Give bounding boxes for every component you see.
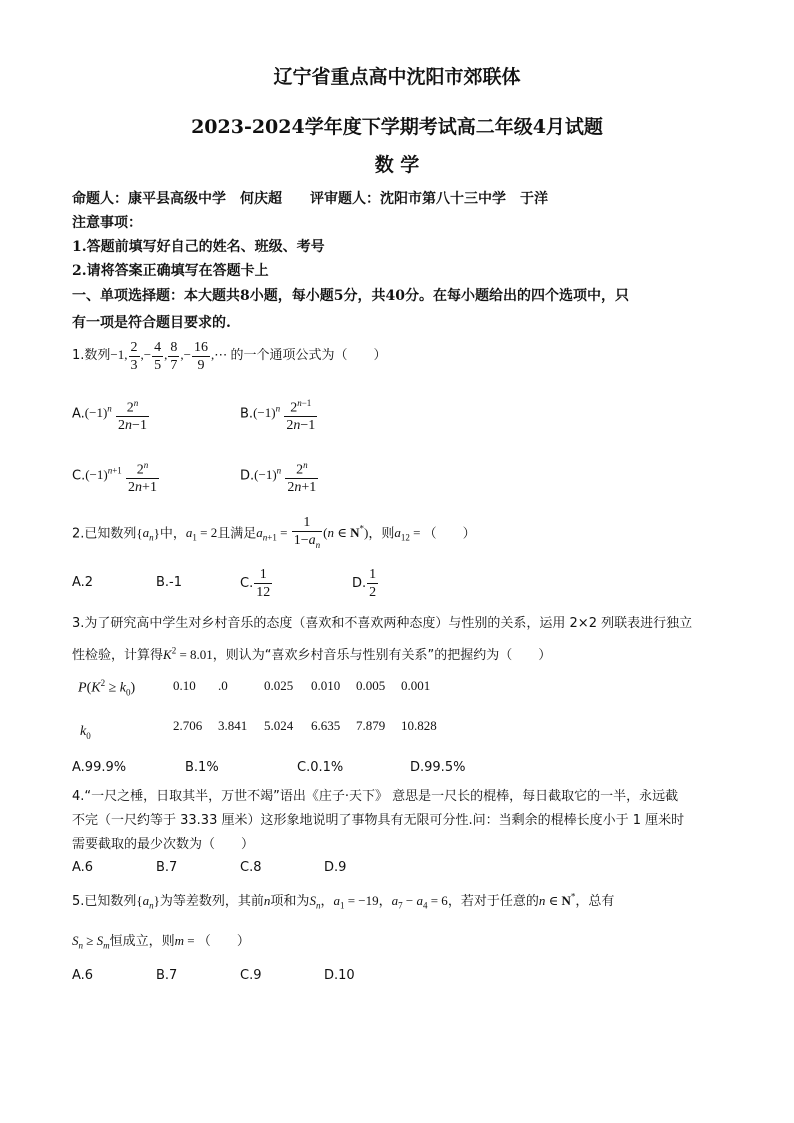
k-value: 2.706 <box>173 718 203 733</box>
q1-option-c: $C.(-1)^{n+1}$ $\frac{2^n}{2n+1}$ <box>72 459 157 496</box>
q3-table-k-label: $k_0$ <box>80 724 91 741</box>
p-value: 0.001 <box>401 678 431 693</box>
notice-item-1: 1.答题前填写好自己的姓名、班级、考号 <box>72 239 325 255</box>
question-4-line2: 不完（一尺约等于 33.33 厘米）这形象地说明了事物具有无限可分性.问：当剩余的棍棒长度小于 1 厘米时 <box>72 813 685 828</box>
q2-option-c: C. $\frac{1}{12}$ <box>240 567 271 600</box>
p-value: .0 <box>218 678 228 693</box>
section1-heading-line1: 一、单项选择题：本大题共8小题，每小题5分，共40分。在每小题给出的四个选项中，只 <box>72 288 629 304</box>
k-value: 10.828 <box>401 718 437 733</box>
question-1 <box>72 338 386 374</box>
exam-title-line2: 2023-2024学年度下学期考试高二年级4月试题 <box>191 116 603 138</box>
p-value: 0.10 <box>173 678 196 693</box>
q4-option-b: B.7 <box>156 860 178 875</box>
question-2: 2.已知数列$\{a_n\}$中，$a_1 = 2$且满足$a_{n+1}$ = $\frac{1}{1-a_n}$ (n ∈ N*)，则$a_{12}$ = （ ） <box>72 512 476 555</box>
q1-option-d: $D.(-1)^n$ $\frac{2^n}{2n+1}$ <box>240 459 317 496</box>
q3-option-b: B.1% <box>185 760 219 775</box>
k-value: 6.635 <box>311 718 341 733</box>
notice-title: 注意事项： <box>72 215 142 231</box>
question-5-line2: $S_n \ge S_m$恒成立，则m = （ ） <box>72 933 250 951</box>
q5-option-a: A.6 <box>72 968 94 983</box>
q3-option-d: D.99.5% <box>410 760 466 775</box>
q5-option-c: C.9 <box>240 968 262 983</box>
q2-option-b: B.-1 <box>156 575 183 590</box>
q3-table-p-label: $P(K^2 \ge k_0)$ <box>78 678 136 698</box>
section1-heading-line2: 有一项是符合题目要求的. <box>72 315 231 331</box>
k-value: 7.879 <box>356 718 386 733</box>
authors-line: 命题人：康平县高级中学 何庆超 评审题人：沈阳市第八十三中学 于洋 <box>72 191 548 207</box>
p-value: 0.010 <box>311 678 341 693</box>
q4-option-d: D.9 <box>324 860 347 875</box>
q1-suffix: 的一个通项公式为（ ） <box>230 348 387 363</box>
q3-option-a: A.99.9% <box>72 760 127 775</box>
q1-option-b: $B.(-1)^n$ $\frac{2^{n-1}}{2n-1}$ <box>240 397 316 434</box>
q1-option-a: $A.(-1)^n$ $\frac{2^n}{2n-1}$ <box>72 397 147 434</box>
q5-option-d: D.10 <box>324 968 355 983</box>
k-value: 3.841 <box>218 718 248 733</box>
question-5-line1: 5.已知数列$\{a_n\}$为等差数列，其前n项和为$S_n$，$a_1 = -19$，$a_7 - a_4 = 6$，若对于任意的n ∈ N*，总有 <box>72 891 615 911</box>
q3-option-c: C.0.1% <box>297 760 344 775</box>
k-value: 5.024 <box>264 718 294 733</box>
p-value: 0.005 <box>356 678 386 693</box>
p-value: 0.025 <box>264 678 294 693</box>
subject-title: 数 学 <box>374 154 420 176</box>
q4-option-c: C.8 <box>240 860 262 875</box>
question-4-line3: 需要截取的最少次数为（ ） <box>72 837 255 852</box>
notice-item-2: 2.请将答案正确填写在答题卡上 <box>72 263 269 279</box>
q1-sequence: −1, $\frac{2}{3}$ ,− $\frac{4}{5}$ , $\frac{8}{7}$ ,− $\frac{16}{9}$ ,⋯ <box>110 339 231 373</box>
q4-option-a: A.6 <box>72 860 94 875</box>
q2-option-d: D. $\frac{1}{2}$ <box>352 567 377 600</box>
question-4-line1: 4.“一尺之棰，日取其半，万世不竭”语出《庄子·天下》 意思是一尺长的棍棒，每日截取它的一半，永远截 <box>72 789 679 804</box>
q5-option-b: B.7 <box>156 968 178 983</box>
question-3-line2: 性检验，计算得$K^2 = 8.01$，则认为“喜欢乡村音乐与性别有关系”的把握约为（ ） <box>72 645 552 663</box>
q1-prefix: 1.数列 <box>72 348 111 363</box>
question-3-line1: 3.为了研究高中学生对乡村音乐的态度（喜欢和不喜欢两种态度）与性别的关系，运用 2×2 列联表进行独立 <box>72 616 693 631</box>
q2-option-a: A.2 <box>72 575 94 590</box>
exam-title-line1: 辽宁省重点高中沈阳市郊联体 <box>273 66 521 88</box>
